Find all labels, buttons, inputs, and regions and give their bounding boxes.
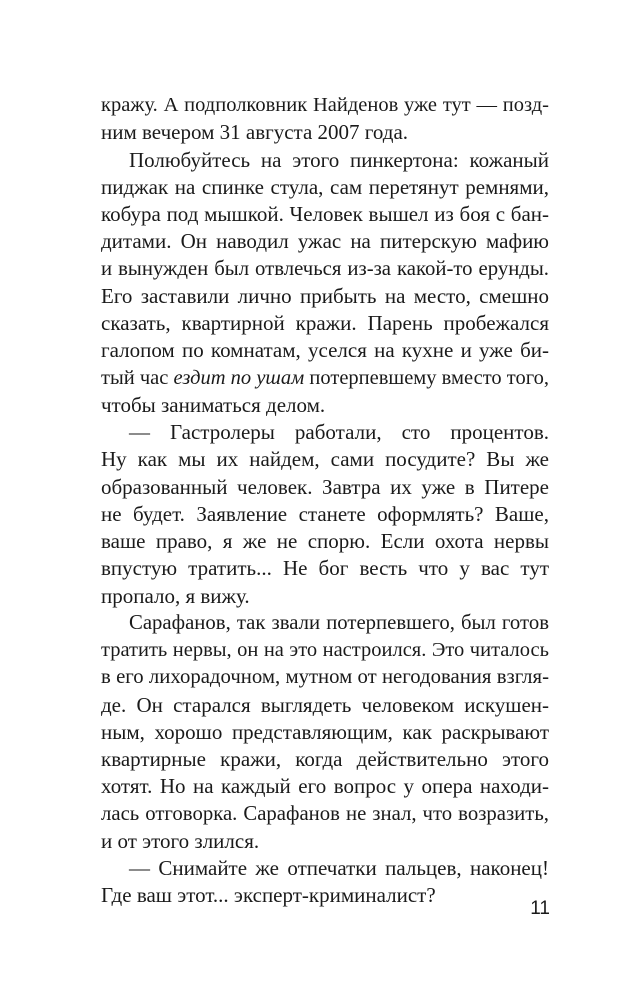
text-line: впустую тратить... Не бог весть что у вас тут <box>101 556 549 581</box>
italic-phrase: ездит по ушам <box>173 366 305 389</box>
text-line: и от этого злился. <box>101 828 260 853</box>
text-line: — Снимайте же отпечатки пальцев, наконец! <box>129 856 549 880</box>
text-line <box>101 365 549 392</box>
body-text <box>101 92 549 910</box>
text-line: хотят. Но на каждый его вопрос у опера находи- <box>101 774 549 799</box>
text-line: Ну как мы их найдем, сами посудите? Вы же <box>101 447 549 472</box>
page-number: 11 <box>530 898 550 919</box>
text-line: кражу. А подполковник Найденов уже тут — позд- <box>101 94 549 116</box>
text-line: Полюбуйтесь на этого пинкертона: кожаный <box>129 147 549 172</box>
text-line: Его заставили лично прибыть на место, смешно <box>101 283 549 308</box>
text-segment: потерпевшему вместо того, <box>304 366 549 389</box>
text-segment: тый час <box>101 366 174 389</box>
text-line: галопом по комнатам, уселся на кухне и уже би- <box>101 338 549 363</box>
text-line: и вынужден был отвлечься из-за какой-то ерунды. <box>101 257 549 280</box>
text-line: не будет. Заявление станете оформлять? Ваше, <box>101 501 549 526</box>
text-line: тратить нервы, он на это настроился. Это читалось <box>101 639 549 661</box>
text-line: Где ваш этот... эксперт-криминалист? <box>101 883 436 908</box>
text-line: образованный человек. Завтра их уже в Питере <box>101 474 549 499</box>
text-line: ным, хорошо представляющим, как раскрывают <box>101 719 549 744</box>
text-line: в его лихорадочном, мутном от негодования взгля- <box>101 666 549 689</box>
text-line: пиджак на спинке стула, сам перетянут ремнями, <box>101 174 549 199</box>
text-line: сказать, квартирной кражи. Парень пробежался <box>101 311 549 335</box>
text-line: пропало, я вижу. <box>101 583 250 608</box>
text-line: ним вечером 31 августа 2007 года. <box>101 120 409 145</box>
text-line: лась отговорка. Сарафанов не знал, что возразить, <box>101 802 549 825</box>
text-line: кобура под мышкой. Человек вышел из боя с бан- <box>101 202 549 226</box>
text-line: — Гастролеры работали, сто процентов. <box>129 420 549 444</box>
text-line: ваше право, я же не спорю. Если охота нервы <box>101 529 549 553</box>
text-line: Сарафанов, так звали потерпевшего, был готов <box>129 611 549 634</box>
text-line: дитами. Он наводил ужас на питерскую мафию <box>101 229 549 254</box>
text-line: де. Он старался выглядеть человеком искушен- <box>101 692 549 717</box>
text-line: чтобы заниматься делом. <box>101 392 326 417</box>
text-line: квартирные кражи, когда действительно этого <box>101 747 549 771</box>
